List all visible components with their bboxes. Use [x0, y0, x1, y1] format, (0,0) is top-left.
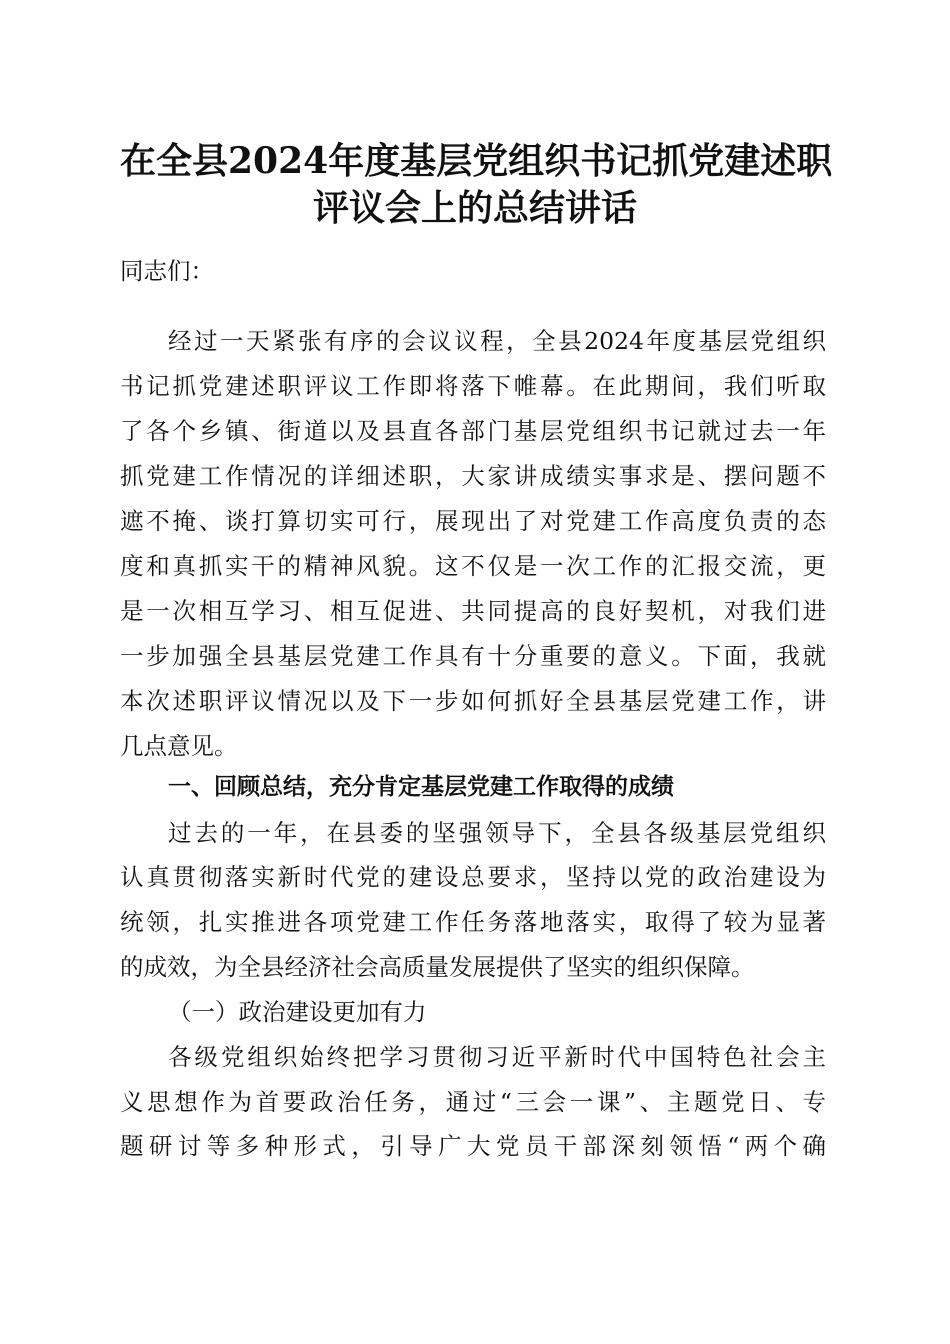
- subsection-1-paragraph-line: 题研讨等多种形式，引导广大党员干部深刻领悟“两个确: [120, 1132, 826, 1160]
- document-title-line-2: 评议会上的总结讲话: [312, 187, 637, 229]
- intro-paragraph-line: 一步加强全县基层党建工作具有十分重要的意义。下面，我就: [120, 642, 826, 670]
- intro-paragraph-line: 遮不掩、谈打算切实可行，展现出了对党建工作高度负责的态: [120, 507, 826, 535]
- section-1-heading: 一、回顾总结，充分肯定基层党建工作取得的成绩: [168, 774, 674, 800]
- intro-paragraph-line: 抓党建工作情况的详细述职，大家讲成绩实事求是、摆问题不: [120, 462, 826, 490]
- subsection-1-paragraph-line: 各级党组织始终把学习贯彻习近平新时代中国特色社会主: [168, 1043, 826, 1071]
- subsection-1-heading: （一）政治建设更加有力: [168, 998, 427, 1026]
- intro-paragraph-line: 度和真抓实干的精神风貌。这不仅是一次工作的汇报交流，更: [120, 552, 826, 580]
- intro-paragraph-line: 经过一天紧张有序的会议议程，全县2024年度基层党组织: [168, 327, 826, 355]
- document-title-line-1: 在全县2024年度基层党组织书记抓党建述职: [120, 140, 833, 182]
- intro-paragraph-line: 书记抓党建述职评议工作即将落下帷幕。在此期间，我们听取: [120, 372, 826, 400]
- intro-paragraph-line: 是一次相互学习、相互促进、共同提高的良好契机，对我们进: [120, 597, 826, 625]
- intro-paragraph-line: 了各个乡镇、街道以及县直各部门基层党组织书记就过去一年: [120, 417, 826, 445]
- intro-paragraph-line: 几点意见。: [120, 732, 238, 760]
- intro-paragraph-line: 本次述职评议情况以及下一步如何抓好全县基层党建工作，讲: [120, 687, 826, 715]
- section-1-paragraph-line: 统领，扎实推进各项党建工作任务落地落实，取得了较为显著: [120, 908, 826, 936]
- section-1-paragraph-line: 认真贯彻落实新时代党的建设总要求，坚持以党的政治建设为: [120, 863, 826, 891]
- subsection-1-paragraph-line: 义思想作为首要政治任务，通过“三会一课”、主题党日、专: [120, 1088, 826, 1116]
- section-1-paragraph-line: 过去的一年，在县委的坚强领导下，全县各级基层党组织: [168, 819, 826, 847]
- section-1-paragraph-line: 的成效，为全县经济社会高质量发展提供了坚实的组织保障。: [120, 953, 755, 981]
- salutation: 同志们：: [120, 257, 214, 285]
